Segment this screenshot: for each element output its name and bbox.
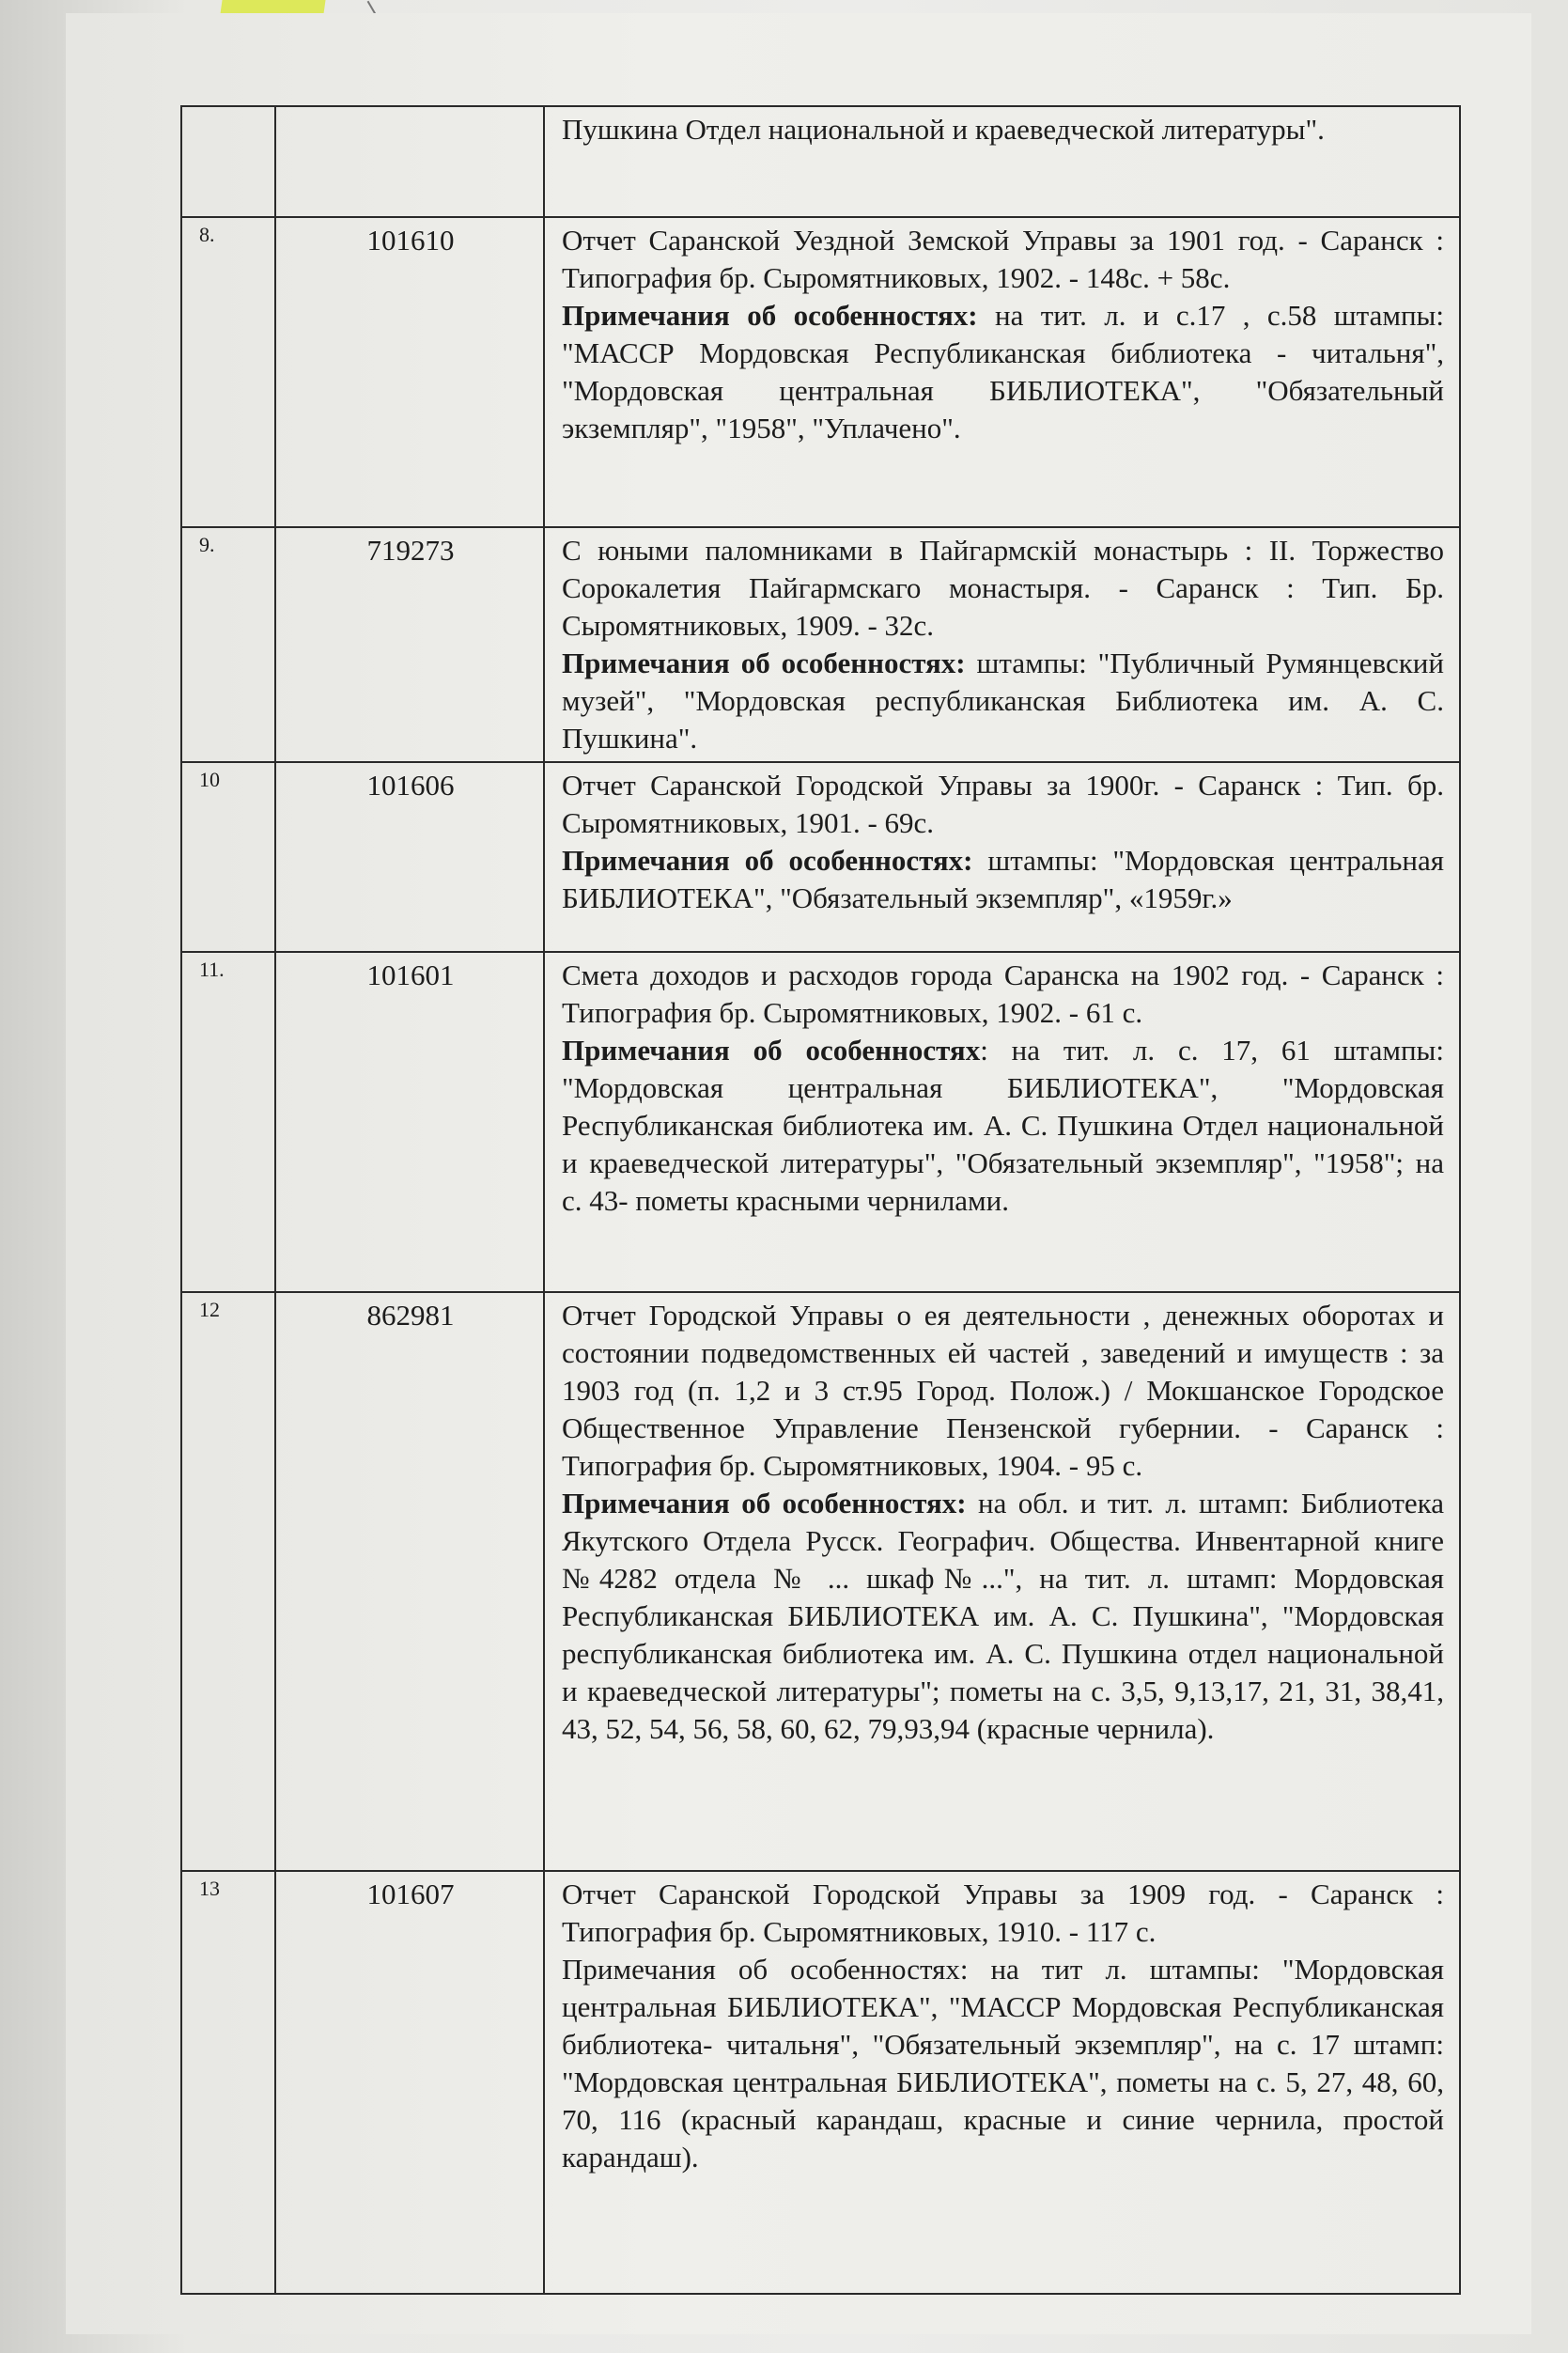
table-row xyxy=(181,527,1460,762)
bibliographic-entry: Отчет Саранской Городской Управы за 1909 год. - Саранск : Типография бр. Сыромятниковых, 1910. - 117 с. xyxy=(562,1877,1444,1948)
inventory-number: 101610 xyxy=(275,217,544,527)
table-row xyxy=(181,762,1460,952)
row-number: 10 xyxy=(181,762,275,952)
description-cell xyxy=(544,217,1460,527)
table-row-continuation xyxy=(181,106,1460,217)
description-cell xyxy=(544,1292,1460,1871)
bibliographic-entry: Отчет Городской Управы о ея деятельности , денежных оборотах и состоянии подведомственных ей частей , заведений и имуществ : за 1903 год (п. 1,2 и 3 ст.95 Город. Полож.) / Мокшанское Городское Общественное Управление Пензенской губернии. - Саранск : Типография бр. Сыромятниковых, 1904. - 95 с. xyxy=(562,1298,1444,1482)
notes-text: на тит. л. и с.17 , с.58 штампы: "МАССР Мордовская Республиканская библиотека - читальня", "Мордовская центральная БИБЛИОТЕКА", "Обязательный экземпляр", "1958", "Уплачено". xyxy=(562,298,1444,444)
notes-label: Примечания об особенностях xyxy=(562,1033,981,1067)
notes-text: : на тит. л. с. 17, 61 штампы: "Мордовская центральная БИБЛИОТЕКА", "Мордовская Республиканская библиотека им. А. С. Пушкина Отдел национальной и краеведческой литературы", "Обязательный экземпляр", "1958"; на с. 43- пометы красными чернилами. xyxy=(562,1033,1444,1217)
notes-text: на тит л. штампы: "Мордовская центральная БИБЛИОТЕКА", "МАССР Мордовская Республиканская библиотека- читальня", "Обязательный экземпляр", на с. 17 штамп: "Мордовская центральная БИБЛИОТЕКА", пометы на с. 5, 27, 48, 60, 70, 116 (красный карандаш, красные и синие чернила, простой карандаш). xyxy=(562,1952,1444,2174)
inventory-number: 101606 xyxy=(275,762,544,952)
notes-label: Примечания об особенностях: xyxy=(562,298,978,332)
notes-label: Примечания об особенностях: xyxy=(562,843,973,877)
description-cell xyxy=(544,1871,1460,2294)
bibliographic-entry: Смета доходов и расходов города Саранска на 1902 год. - Саранск : Типография бр. Сыромятниковых, 1902. - 61 с. xyxy=(562,958,1444,1029)
description-cell xyxy=(544,527,1460,762)
table-row xyxy=(181,1871,1460,2294)
bibliographic-entry: С юными паломниками в Пайгармскій монастырь : II. Торжество Сорокалетия Пайгармскаго монастыря. - Саранск : Тип. Бр. Сыромятниковых, 1909. - 32с. xyxy=(562,534,1444,642)
row-number: 8. xyxy=(181,217,275,527)
notes-label: Примечания об особенностях: xyxy=(562,1952,969,1986)
inventory-number: 719273 xyxy=(275,527,544,762)
table-row xyxy=(181,1292,1460,1871)
row-number: 11. xyxy=(181,952,275,1292)
catalog-table xyxy=(180,105,1461,2295)
notes-text: штампы: "Мордовская центральная БИБЛИОТЕКА", "Обязательный экземпляр", «1959г.» xyxy=(562,843,1444,914)
table-row xyxy=(181,217,1460,527)
notes-text: штампы: "Публичный Румянцевский музей", "Мордовская республиканская Библиотека им. А. С. Пушкина". xyxy=(562,646,1444,755)
description-continuation: Пушкина Отдел национальной и краеведческой литературы". xyxy=(562,113,1325,146)
table-row xyxy=(181,952,1460,1292)
description-cell xyxy=(544,106,1460,217)
bibliographic-entry: Отчет Саранской Уездной Земской Управы за 1901 год. - Саранск : Типография бр. Сыромятниковых, 1902. - 148с. + 58с. xyxy=(562,224,1444,294)
inventory-number: 862981 xyxy=(275,1292,544,1871)
inventory-number: 101607 xyxy=(275,1871,544,2294)
bibliographic-entry: Отчет Саранской Городской Управы за 1900г. - Саранск : Тип. бр. Сыромятниковых, 1901. - 69с. xyxy=(562,768,1444,839)
notes-text: на обл. и тит. л. штамп: Библиотека Якутского Отдела Русск. Географич. Общества. Инвентарной книге №4282 отдела № ... шкаф№...", на тит. л. штамп: Мордовская Республиканская БИБЛИОТЕКА им. А. С. Пушкина", "Мордовская республиканская библиотека им. А. С. Пушкина отдел национальной и краеведческой литературы"; пометы на с. 3,5, 9,13,17, 21, 31, 38,41, 43, 52, 54, 56, 58, 60, 62, 79,93,94 (красные чернила). xyxy=(562,1486,1444,1745)
description-cell xyxy=(544,952,1460,1292)
notes-label: Примечания об особенностях: xyxy=(562,646,966,679)
notes-label: Примечания об особенностях: xyxy=(562,1486,967,1519)
row-number: 12 xyxy=(181,1292,275,1871)
row-number: 13 xyxy=(181,1871,275,2294)
inventory-number: 101601 xyxy=(275,952,544,1292)
description-cell xyxy=(544,762,1460,952)
inventory-number-cell xyxy=(275,106,544,217)
row-number-cell xyxy=(181,106,275,217)
row-number: 9. xyxy=(181,527,275,762)
